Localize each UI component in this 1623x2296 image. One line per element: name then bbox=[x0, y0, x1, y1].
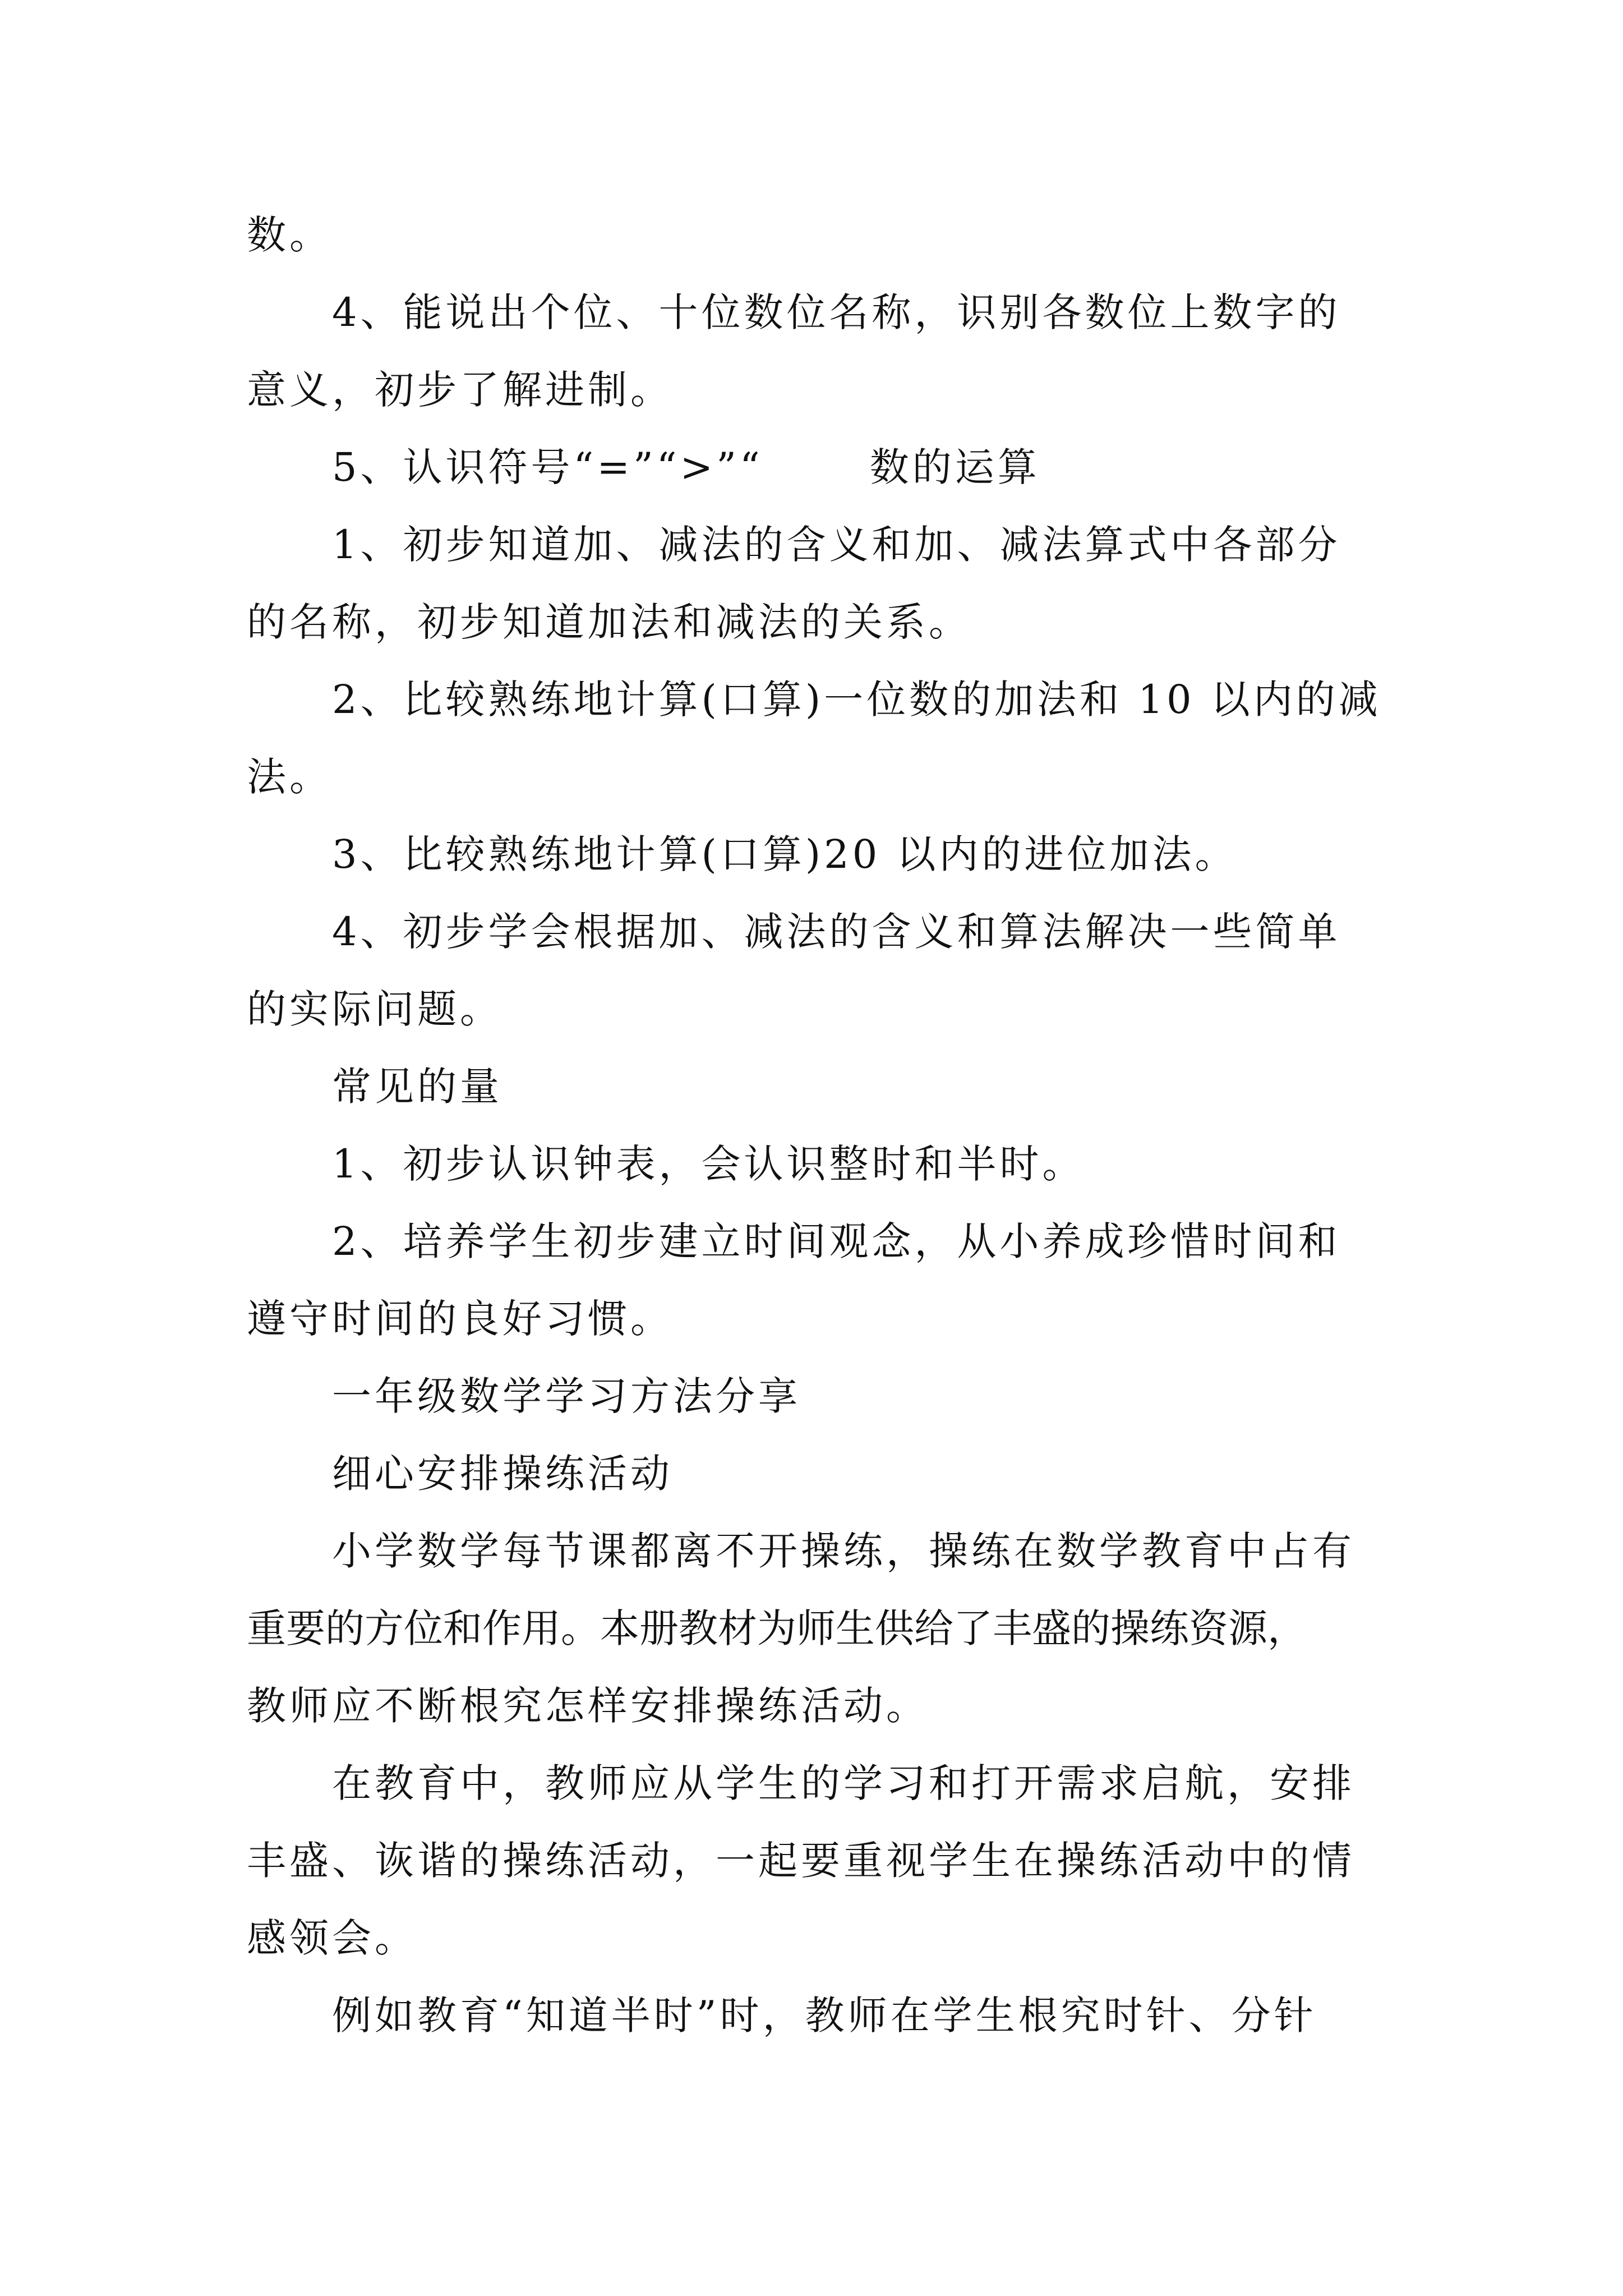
text-line: 例如教育“知道半时”时，教师在学生根究时针、分针 bbox=[332, 1993, 1317, 2039]
text-line: 教师应不断根究怎样安排操练活动。 bbox=[247, 1683, 929, 1729]
text-line: 4、能说出个位、十位数位名称，识别各数位上数字的 bbox=[332, 289, 1341, 335]
text-line bbox=[247, 429, 1374, 506]
subheading-practice: 细心安排操练活动 bbox=[332, 1451, 673, 1497]
text-line: 2、比较熟练地计算(口算)一位数的加法和 10 以内的减 bbox=[332, 677, 1381, 723]
text-line: 重要的方位和作用。本册教材为师生供给了丰盛的操练资源， bbox=[247, 1605, 1307, 1651]
text-line: 2、培养学生初步建立时间观念，从小养成珍惜时间和 bbox=[332, 1218, 1341, 1264]
section-heading-quantities: 常见的量 bbox=[332, 1064, 502, 1110]
text-line: 遵守时间的良好习惯。 bbox=[247, 1296, 673, 1342]
section-heading-methods: 一年级数学学习方法分享 bbox=[332, 1373, 801, 1419]
section-heading-operations: 数的运算 bbox=[869, 444, 1040, 490]
text-line: 在教育中，教师应从学生的学习和打开需求启航，安排 bbox=[332, 1760, 1355, 1806]
body-text bbox=[247, 196, 1381, 2054]
text-line: 的实际问题。 bbox=[247, 986, 502, 1032]
text-line: 3、比较熟练地计算(口算)20 以内的进位加法。 bbox=[332, 831, 1238, 877]
text-line: 丰盛、诙谐的操练活动，一起要重视学生在操练活动中的情 bbox=[247, 1838, 1355, 1884]
text-line: 数。 bbox=[247, 212, 332, 258]
text-line: 4、初步学会根据加、减法的含义和算法解决一些简单 bbox=[332, 909, 1341, 955]
text-line: 小学数学每节课都离不开操练，操练在数学教育中占有 bbox=[332, 1528, 1355, 1574]
text-line: 感领会。 bbox=[247, 1915, 417, 1961]
text-line: 的名称，初步知道加法和减法的关系。 bbox=[247, 599, 971, 645]
text-line: 法。 bbox=[247, 754, 332, 800]
symbols-item: 5、认识符号“=”“>”“ bbox=[332, 444, 763, 490]
text-line: 1、初步知道加、减法的含义和加、减法算式中各部分 bbox=[332, 522, 1341, 568]
text-line: 1、初步认识钟表，会认识整时和半时。 bbox=[332, 1141, 1085, 1187]
text-line: 意义，初步了解进制。 bbox=[247, 367, 673, 413]
